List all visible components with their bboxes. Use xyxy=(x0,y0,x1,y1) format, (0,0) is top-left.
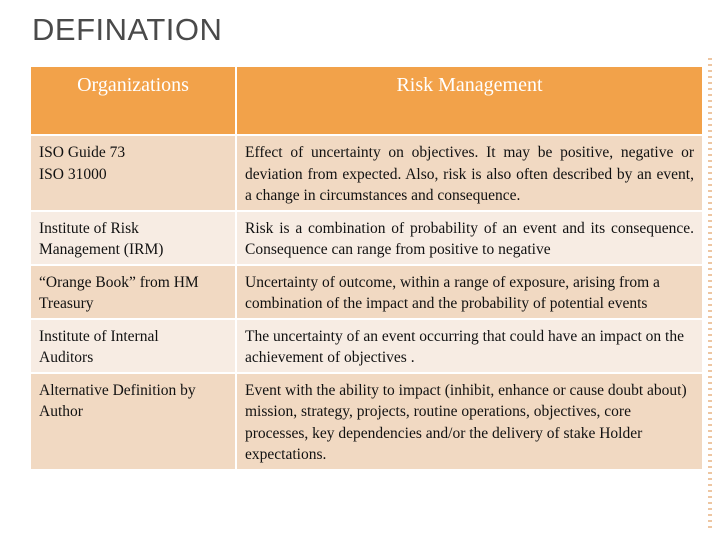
header-organizations: Organizations xyxy=(30,66,236,135)
organization-name-line: Alternative Definition by xyxy=(39,381,196,399)
definition-cell: Event with the ability to impact (inhibit, enhance or cause doubt about) mission, strategy, projects, routine operations, objectives, core processes, key dependencies and/or the delivery of stake Holder expectations. xyxy=(236,373,703,470)
definition-cell: The uncertainty of an event occurring that could have an impact on the achievement of objectives . xyxy=(236,319,703,373)
table-row xyxy=(30,373,703,470)
table-header-row xyxy=(30,66,703,135)
organization-cell xyxy=(30,135,236,211)
definition-cell: Uncertainty of outcome, within a range of exposure, arising from a combination of the impact and the probability of potential events xyxy=(236,265,703,319)
organization-name-line: “Orange Book” from HM xyxy=(39,273,199,291)
table-row xyxy=(30,319,703,373)
header-risk-management: Risk Management xyxy=(236,66,703,135)
organization-cell xyxy=(30,265,236,319)
definition-cell: Risk is a combination of probability of an event and its consequence. Consequence can range from positive to negative xyxy=(236,211,703,265)
organization-name-line: Management (IRM) xyxy=(39,241,164,258)
organization-cell xyxy=(30,373,236,470)
organization-name-line: ISO 31000 xyxy=(39,165,107,183)
organization-name-line: Auditors xyxy=(39,349,94,366)
definition-cell: Effect of uncertainty on objectives. It may be positive, negative or deviation from expected. Also, risk is also often described by an event, a change in circumstances and consequence. xyxy=(236,135,703,211)
table-row xyxy=(30,211,703,265)
organization-name-line: Treasury xyxy=(39,295,94,312)
definition-table xyxy=(29,65,704,471)
table-row xyxy=(30,135,703,211)
organization-cell xyxy=(30,319,236,373)
organization-name-line: ISO Guide 73 xyxy=(39,144,126,161)
slide-title: DEFINATION xyxy=(32,12,223,47)
organization-cell xyxy=(30,211,236,265)
decorative-dotted-border xyxy=(708,58,712,528)
organization-name-line: Institute of Internal xyxy=(39,327,159,345)
table-row xyxy=(30,265,703,319)
organization-name-line: Author xyxy=(39,403,83,420)
organization-name-line: Institute of Risk xyxy=(39,219,139,237)
